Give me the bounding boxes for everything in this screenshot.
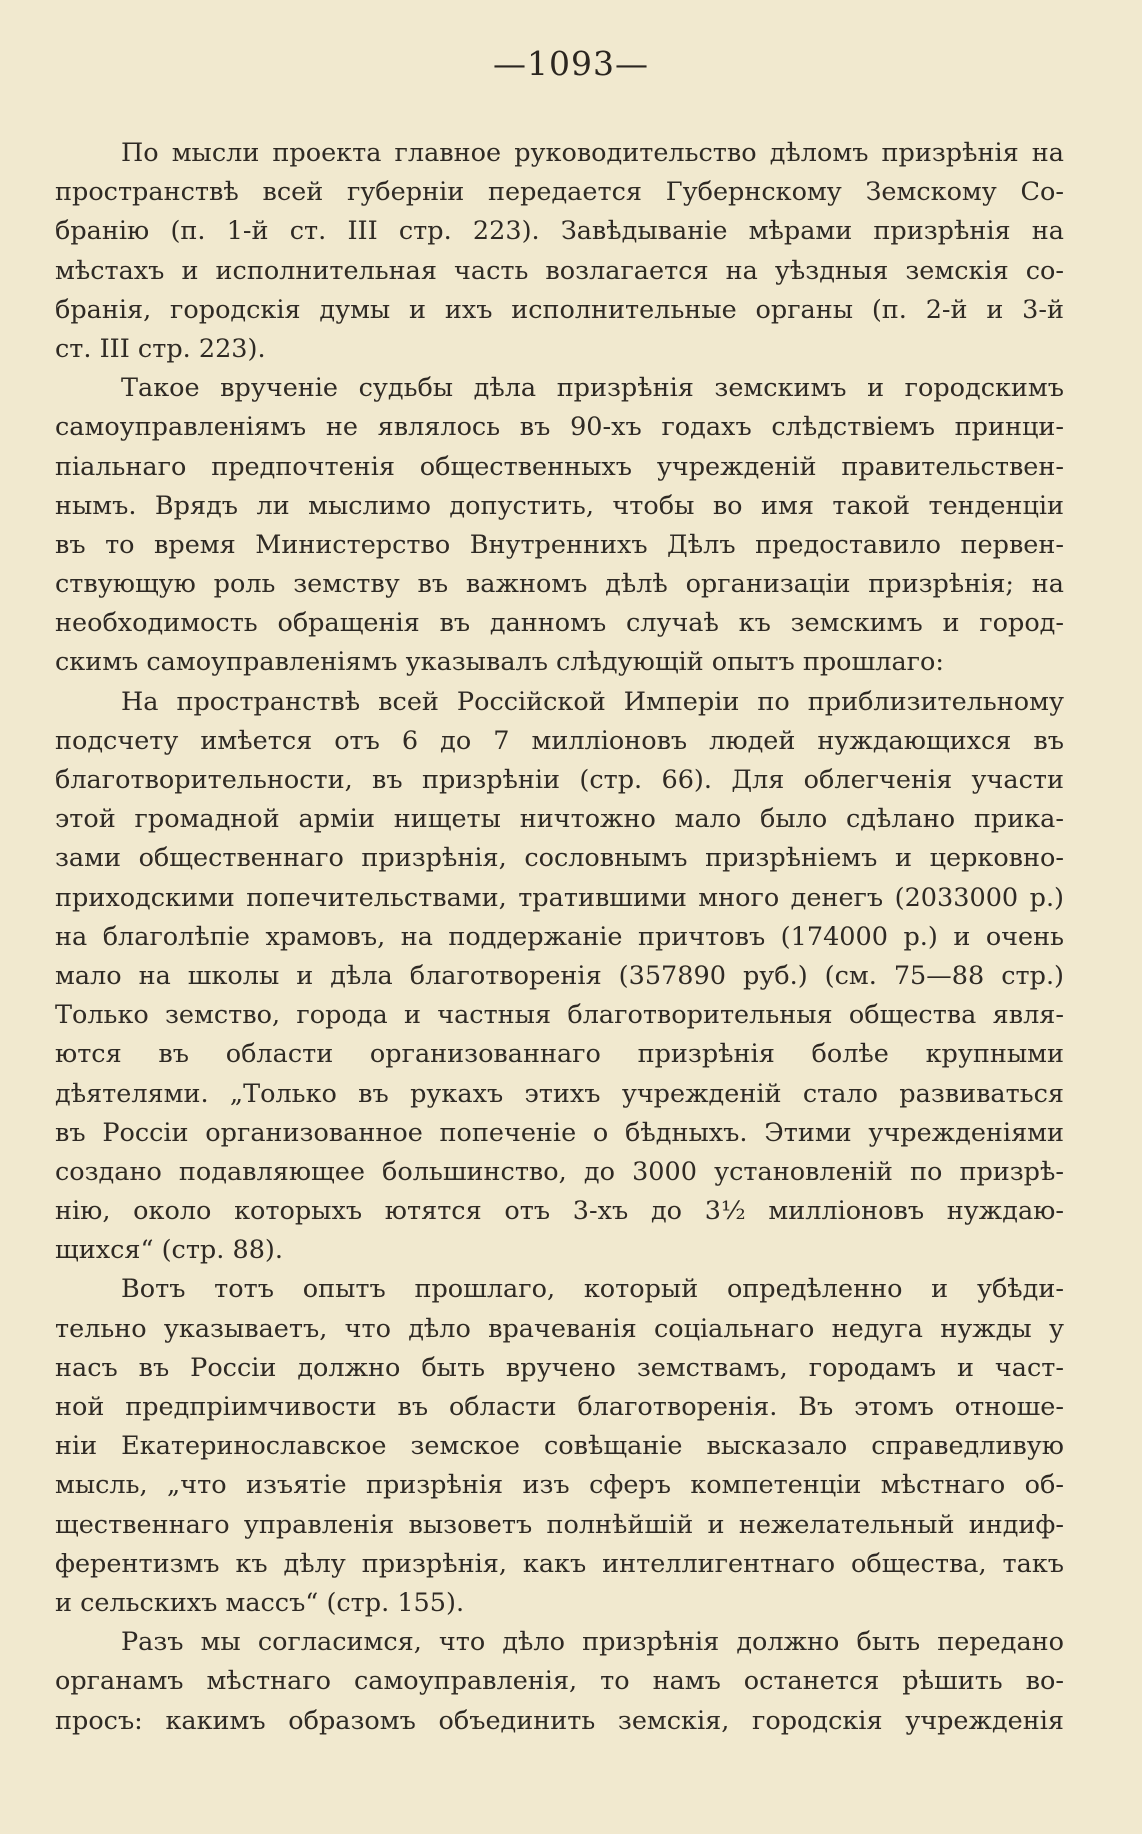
text-line: зами общественнаго призрѣнія, сословнымъ призрѣніемъ и церковно- xyxy=(55,843,1064,874)
paragraph-4 xyxy=(55,1270,1064,1623)
paragraph-5 xyxy=(55,1623,1064,1741)
body-text xyxy=(55,134,1064,1741)
text-line: этой громадной арміи нищеты ничтожно мало было сдѣлано прика- xyxy=(55,804,1064,835)
text-line: На пространствѣ всей Россійской Имперіи по приблизительному xyxy=(121,686,1064,717)
text-line: бранію (п. 1-й ст. III стр. 223). Завѣдываніе мѣрами призрѣнія на xyxy=(55,216,1064,247)
text-line: въ Россіи организованное попеченіе о бѣдныхъ. Этими учрежденіями xyxy=(55,1117,1064,1148)
text-line: просъ: какимъ образомъ объединить земскія, городскія учрежденія xyxy=(55,1705,1064,1736)
paragraph-1 xyxy=(55,134,1064,369)
text-line: органамъ мѣстнаго самоуправленія, то намъ останется рѣшить во- xyxy=(55,1666,1064,1697)
text-line: приходскими попечительствами, тратившими много денегъ (2033000 р.) xyxy=(55,882,1064,913)
text-line: щественнаго управленія вызоветъ полнѣйшій и нежелательный индиф- xyxy=(55,1509,1064,1540)
text-line: пространствѣ всей губерніи передается Губернскому Земскому Со- xyxy=(55,177,1064,208)
text-line: ствующую роль земству въ важномъ дѣлѣ организаціи призрѣнія; на xyxy=(55,569,1064,600)
text-line: въ то время Министерство Внутреннихъ Дѣлъ предоставило первен- xyxy=(55,529,1064,560)
text-line: мало на школы и дѣла благотворенія (357890 руб.) (см. 75—88 стр.) xyxy=(55,960,1064,991)
paragraph-2 xyxy=(55,369,1064,683)
text-line: подсчету имѣется отъ 6 до 7 милліоновъ людей нуждающихся въ xyxy=(55,725,1064,756)
text-line: создано подавляющее большинство, до 3000 установленій по призрѣ- xyxy=(55,1156,1064,1187)
text-line: нымъ. Врядъ ли мыслимо допустить, чтобы во имя такой тенденціи xyxy=(55,490,1064,521)
text-line: насъ въ Россіи должно быть вручено земствамъ, городамъ и част- xyxy=(55,1352,1064,1383)
text-line: ферентизмъ къ дѣлу призрѣнія, какъ интеллигентнаго общества, такъ xyxy=(55,1548,1064,1579)
text-line: По мысли проекта главное руководительство дѣломъ призрѣнія на xyxy=(121,138,1064,168)
text-line: мысль, „что изъятіе призрѣнія изъ сферъ компетенціи мѣстнаго об- xyxy=(55,1470,1064,1501)
text-line: мѣстахъ и исполнительная часть возлагается на уѣздныя земскія со- xyxy=(55,255,1064,286)
text-line: Вотъ тотъ опытъ прошлаго, который опредѣленно и убѣди- xyxy=(121,1274,1064,1305)
text-line: необходимость обращенія въ данномъ случаѣ къ земскимъ и город- xyxy=(55,608,1064,639)
text-line: дѣятелями. „Только въ рукахъ этихъ учрежденій стало развиваться xyxy=(55,1078,1064,1109)
text-line: піальнаго предпочтенія общественныхъ учрежденій правительствен- xyxy=(55,451,1064,482)
text-line: на благолѣпіе храмовъ, на поддержаніе причтовъ (174000 р.) и очень xyxy=(55,921,1064,952)
text-line: тельно указываетъ, что дѣло врачеванія соціальнаго недуга нужды у xyxy=(55,1313,1064,1344)
text-line: ной предпріимчивости въ области благотворенія. Въ этомъ отноше- xyxy=(55,1392,1064,1422)
text-line: нію, около которыхъ ютятся отъ 3-хъ до 3½ милліоновъ нуждаю- xyxy=(55,1196,1064,1227)
text-line: щихся“ (стр. 88). xyxy=(55,1235,283,1266)
text-line: и сельскихъ массъ“ (стр. 155). xyxy=(55,1587,465,1618)
text-line: ются въ области организованнаго призрѣнія болѣе крупными xyxy=(55,1039,1064,1070)
text-line: Только земство, города и частныя благотворительныя общества явля- xyxy=(55,1000,1064,1031)
text-line: скимъ самоуправленіямъ указывалъ слѣдующій опытъ прошлаго: xyxy=(55,647,944,678)
text-line: самоуправленіямъ не являлось въ 90-хъ годахъ слѣдствіемъ принци- xyxy=(55,412,1064,443)
page-number: —1093— xyxy=(493,44,649,83)
text-line: Разъ мы согласимся, что дѣло призрѣнія должно быть передано xyxy=(121,1627,1064,1658)
text-line: Такое врученіе судьбы дѣла призрѣнія земскимъ и городскимъ xyxy=(121,373,1064,404)
text-line: ніи Екатеринославское земское совѣщаніе высказало справедливую xyxy=(55,1431,1064,1462)
text-line: благотворительности, въ призрѣніи (стр. 66). Для облегченія участи xyxy=(55,765,1064,795)
text-line: бранія, городскія думы и ихъ исполнительные органы (п. 2-й и 3-й xyxy=(55,294,1064,325)
text-line: ст. III стр. 223). xyxy=(55,333,266,364)
paragraph-3 xyxy=(55,683,1064,1271)
